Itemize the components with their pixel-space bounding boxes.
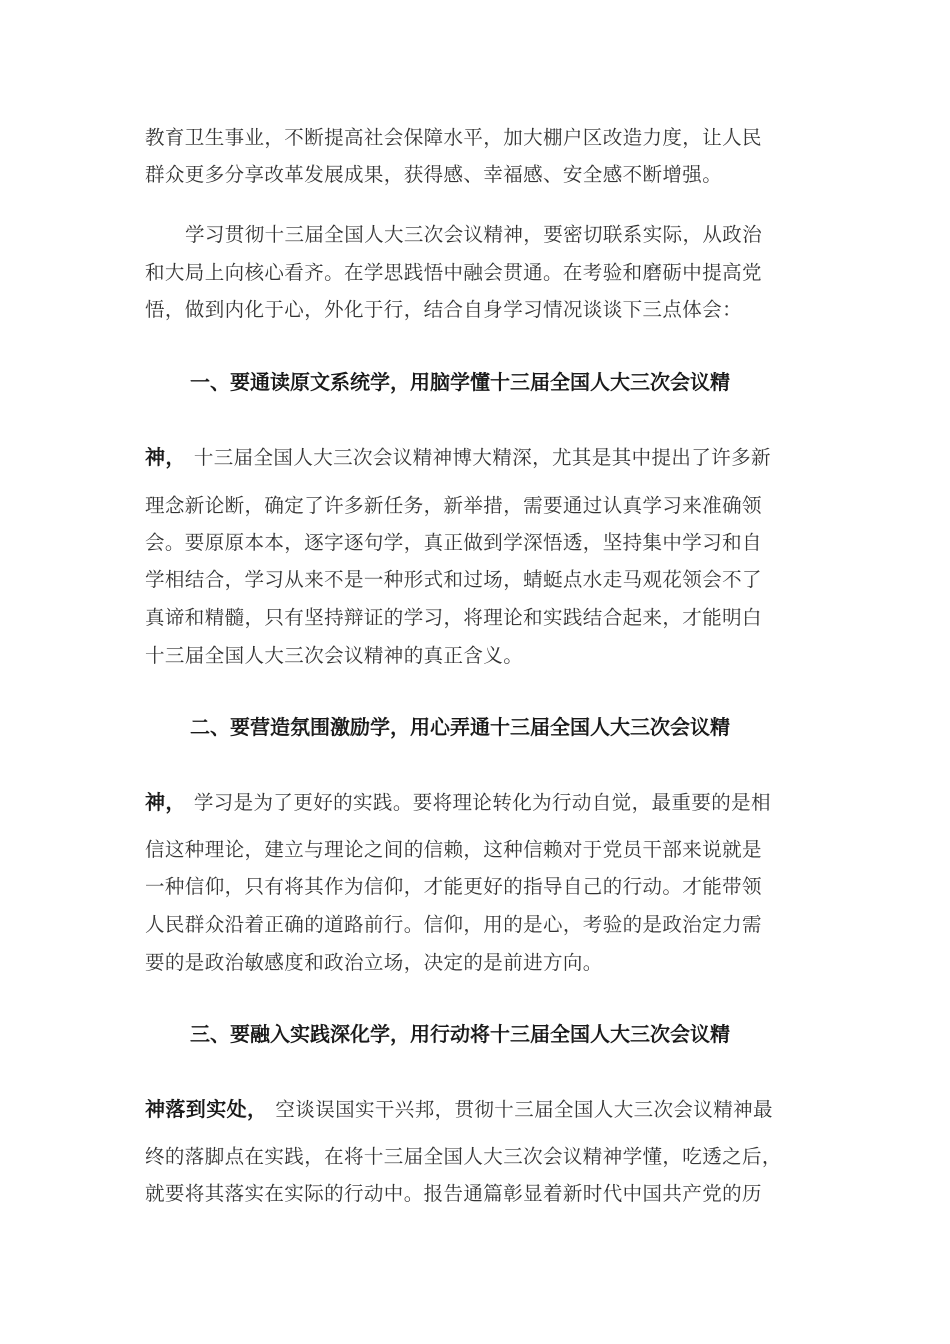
paragraph-line-with-lead	[145, 790, 805, 815]
paragraph-line: 群众更多分享改革发展成果，获得感、幸福感、安全感不断增强。	[145, 163, 723, 186]
paragraph-line: 人民群众沿着正确的道路前行。信仰，用的是心，考验的是政治定力需	[145, 913, 762, 936]
paragraph-text: 十三届全国人大三次会议精神博大精深，尤其是其中提出了许多新	[193, 446, 771, 469]
paragraph-line: 一种信仰，只有将其作为信仰，才能更好的指导自己的行动。才能带领	[145, 875, 762, 898]
paragraph-line: 真谛和精髓，只有坚持辩证的学习，将理论和实践结合起来，才能明白	[145, 606, 762, 629]
paragraph-line-with-lead	[145, 1097, 805, 1122]
paragraph-line: 就要将其落实在实际的行动中。报告通篇彰显着新时代中国共产党的历	[145, 1182, 762, 1205]
paragraph-line: 和大局上向核心看齐。在学思践悟中融会贯通。在考验和磨砺中提高党	[145, 261, 762, 284]
paragraph-line: 学相结合，学习从来不是一种形式和过场，蜻蜓点水走马观花领会不了	[145, 568, 762, 591]
paragraph-line: 终的落脚点在实践，在将十三届全国人大三次会议精神学懂，吃透之后，	[145, 1145, 782, 1168]
paragraph-line: 悟，做到内化于心，外化于行，结合自身学习情况谈谈下三点体会：	[145, 298, 743, 321]
paragraph-line: 学习贯彻十三届全国人大三次会议精神，要密切联系实际，从政治	[185, 223, 763, 246]
paragraph-line: 信这种理论，建立与理论之间的信赖，这种信赖对于党员干部来说就是	[145, 838, 762, 861]
section-heading-continuation: 神，	[145, 790, 186, 814]
paragraph-line: 要的是政治敏感度和政治立场，决定的是前进方向。	[145, 951, 603, 974]
paragraph-text: 学习是为了更好的实践。要将理论转化为行动自觉，最重要的是相	[193, 791, 771, 814]
paragraph-line-with-lead	[145, 445, 805, 470]
section-heading-continuation: 神，	[145, 445, 186, 469]
paragraph-line: 理念新论断，确定了许多新任务，新举措，需要通过认真学习来准确领	[145, 494, 762, 517]
paragraph-line: 十三届全国人大三次会议精神的真正含义。	[145, 644, 524, 667]
paragraph-line: 会。要原原本本，逐字逐句学，真正做到学深悟透，坚持集中学习和自	[145, 531, 762, 554]
section-heading: 二、要营造氛围激励学，用心弄通十三届全国人大三次会议精	[190, 715, 730, 739]
section-heading: 一、要通读原文系统学，用脑学懂十三届全国人大三次会议精	[190, 370, 730, 394]
section-heading: 三、要融入实践深化学，用行动将十三届全国人大三次会议精	[190, 1022, 730, 1046]
paragraph-line: 教育卫生事业，不断提高社会保障水平，加大棚户区改造力度，让人民	[145, 126, 762, 149]
paragraph-text: 空谈误国实干兴邦，贯彻十三届全国人大三次会议精神最	[275, 1098, 773, 1121]
section-heading-continuation: 神落到实处，	[145, 1097, 268, 1121]
